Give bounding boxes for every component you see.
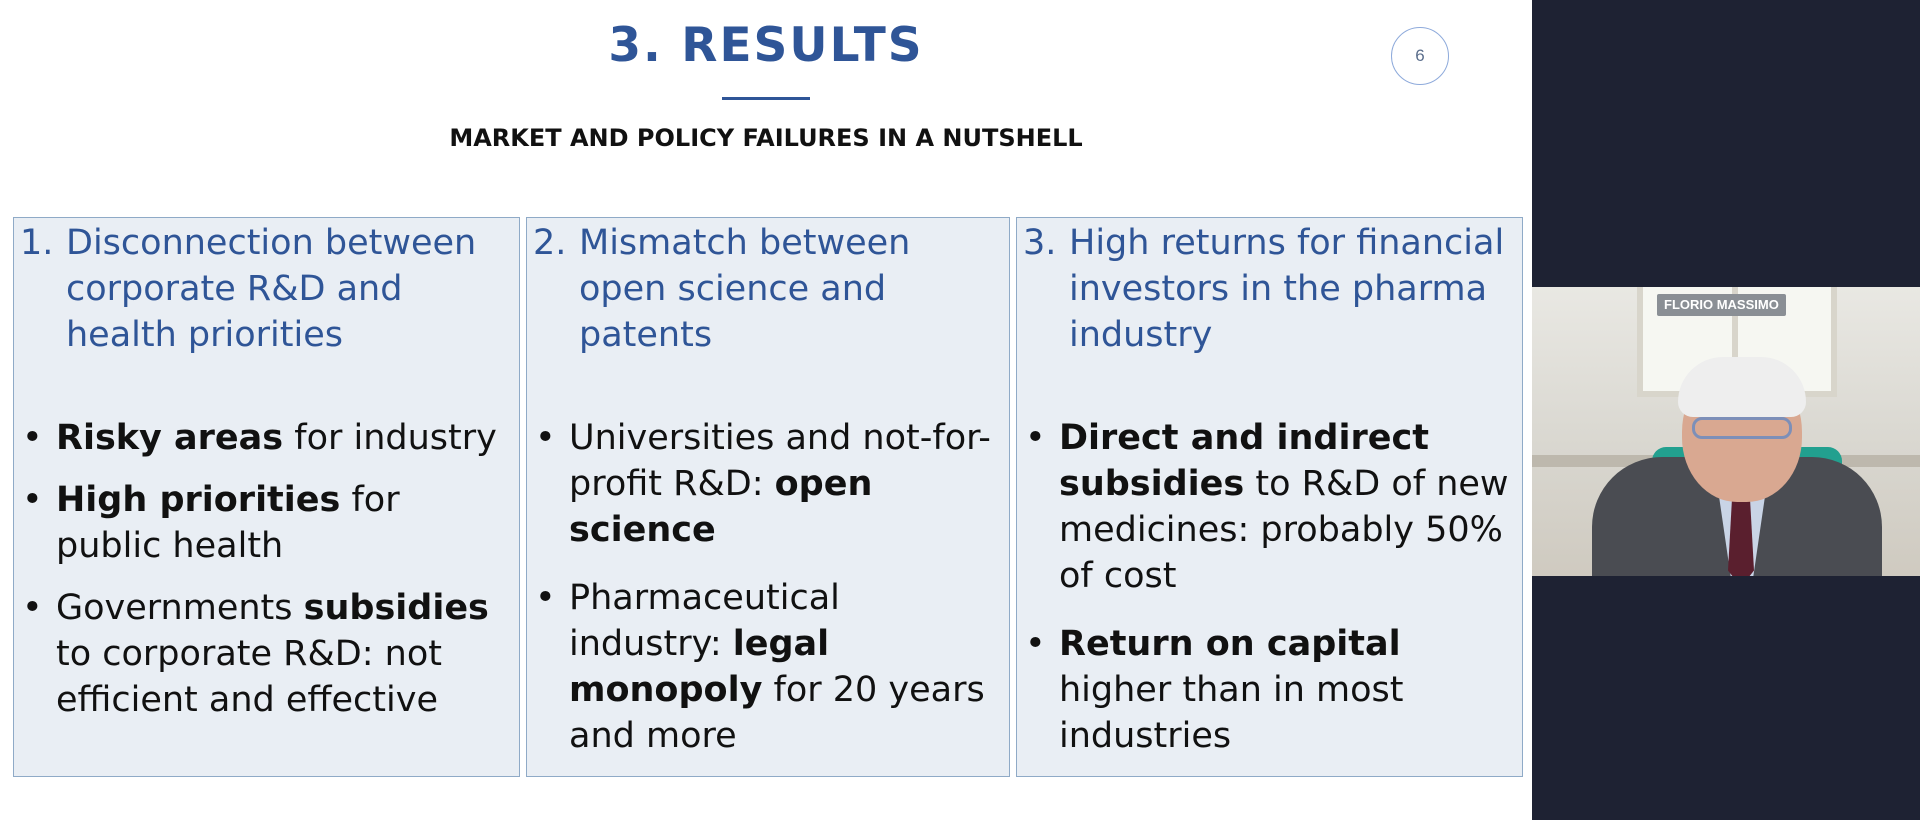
participant-video-tile[interactable]	[1532, 287, 1920, 576]
bullet-bold-text: High priorities	[56, 480, 341, 520]
column-heading	[1017, 218, 1522, 358]
bullet-dot-icon: •	[535, 418, 556, 458]
slide-subtitle: MARKET AND POLICY FAILURES IN A NUTSHELL	[449, 124, 1083, 152]
bullet-item	[1017, 621, 1522, 759]
bullet-dot-icon: •	[535, 578, 556, 618]
bullet-dot-icon: •	[22, 588, 43, 628]
bullet-bold-text: subsidies	[303, 588, 489, 628]
bullet-dot-icon: •	[22, 480, 43, 520]
slide-title: 3. RESULTS	[608, 18, 924, 73]
bullet-text: for 20 years and more	[569, 670, 985, 756]
bullet-item	[14, 415, 519, 461]
bullet-text: to corporate R&D: not efficient and effective	[56, 634, 442, 720]
speaker-glasses	[1692, 417, 1792, 439]
bullet-list	[1017, 415, 1522, 759]
column-mismatch	[526, 217, 1010, 777]
bullet-bold-text: Direct and indirect subsidies	[1059, 418, 1429, 504]
bullet-text: Governments	[56, 588, 304, 628]
title-underline	[722, 97, 810, 100]
bullet-item	[527, 575, 1009, 759]
bullet-bold-text: legal monopoly	[569, 624, 830, 710]
column-heading	[14, 218, 519, 358]
participant-name-badge: FLORIO MASSIMO	[1657, 294, 1786, 316]
bullet-list	[527, 415, 1009, 759]
bullet-bold-text: open science	[569, 464, 873, 550]
column-number: 1.	[20, 223, 54, 263]
column-heading	[527, 218, 1009, 358]
speaker-hair	[1678, 357, 1806, 417]
bullet-text: Universities and not-for-profit R&D:	[569, 418, 991, 504]
bullet-list	[14, 415, 519, 723]
bullet-bold-text: Return on capital	[1059, 624, 1401, 664]
bullet-text: to R&D of new medicines: probably 50% of cost	[1059, 464, 1509, 596]
bullet-bold-text: Risky areas	[56, 418, 284, 458]
column-heading-text: High returns for financial investors in the pharma industry	[1069, 223, 1505, 355]
bullet-dot-icon: •	[1025, 418, 1046, 458]
bullet-item	[527, 415, 1009, 553]
column-heading-text: Disconnection between corporate R&D and health priorities	[66, 223, 477, 355]
bullet-item	[14, 585, 519, 723]
bullet-item	[14, 477, 519, 569]
bullet-text: higher than in most industries	[1059, 670, 1404, 756]
column-number: 3.	[1023, 223, 1057, 263]
column-disconnection	[13, 217, 520, 777]
bullet-dot-icon: •	[22, 418, 43, 458]
bullet-text: for public health	[56, 480, 400, 566]
bullet-text: for industry	[283, 418, 497, 458]
bullet-text: Pharmaceutical industry:	[569, 578, 840, 664]
column-number: 2.	[533, 223, 567, 263]
bullet-dot-icon: •	[1025, 624, 1046, 664]
bullet-item	[1017, 415, 1522, 599]
slide-page-number: 6	[1391, 27, 1449, 85]
column-high-returns	[1016, 217, 1523, 777]
column-heading-text: Mismatch between open science and patents	[579, 223, 911, 355]
